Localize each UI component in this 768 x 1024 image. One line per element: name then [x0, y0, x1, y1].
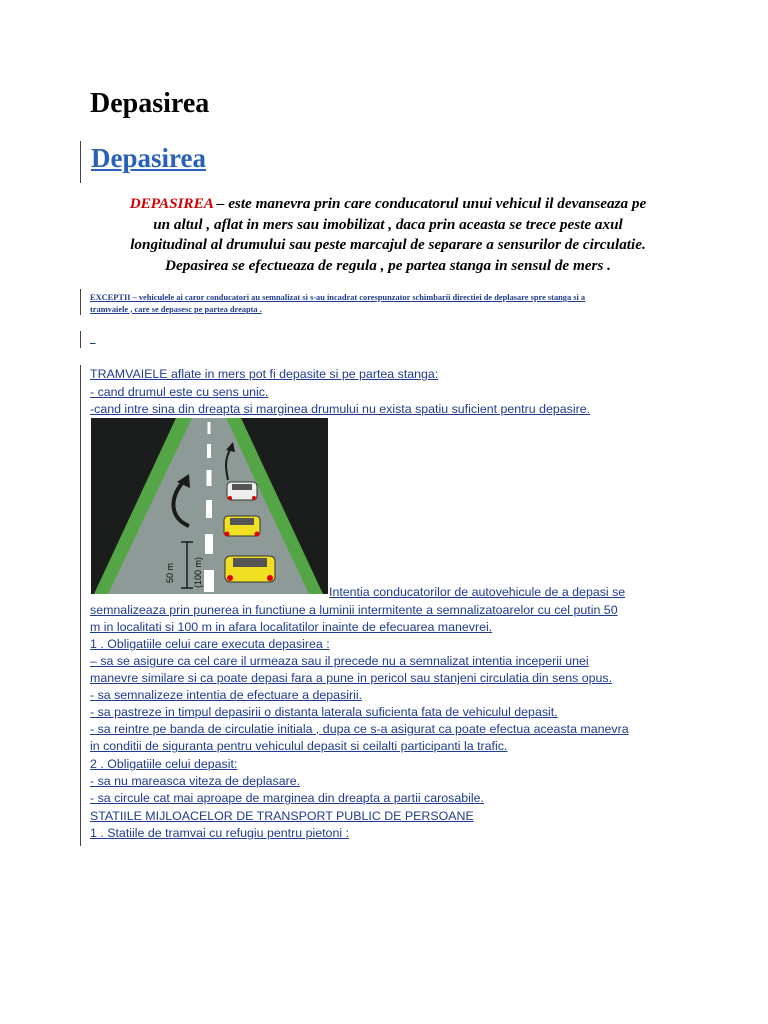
body-line[interactable]: STATIILE MIJLOACELOR DE TRANSPORT PUBLIC DE PERSOANE — [90, 809, 474, 823]
definition-text-1: – este manevra prin care conducatorul unui vehicul il devanseaza pe — [213, 195, 647, 212]
definition-text-2: un altul , aflat in mers sau imobilizat , daca prin aceasta se trece peste axul — [153, 215, 623, 233]
body-line[interactable]: semnalizeaza prin punerea in functiune a luminii intermitente a semnalizatoarelor cu cel putin 50 — [90, 603, 618, 617]
body-line[interactable]: - sa circule cat mai aproape de marginea din dreapta a partii carosabile. — [90, 791, 484, 805]
body-line[interactable]: Intentia conducatorilor de autovehicule de a depasi se — [329, 585, 626, 599]
exceptions-line-1: EXCEPTII – vehiculele ai caror conducatori au semnalizat si s-au incadrat corespunzator schimbarii directiei de deplasare spre stanga si a — [90, 293, 586, 302]
definition-term: DEPASIREA — [129, 195, 213, 212]
body-line[interactable]: 1 . Statiile de tramvai cu refugiu pentru pietoni : — [90, 826, 349, 840]
tramvaie-case-1[interactable]: - cand drumul este cu sens unic. — [90, 385, 269, 399]
body-line[interactable]: 1 . Obligatiile celui care executa depasirea : — [90, 637, 330, 651]
body-line[interactable]: manevre similare si ca poate depasi fara a pune in pericol sau stanjeni circulatia din sens opus. — [90, 671, 613, 685]
definition-text-4: Depasirea se efectueaza de regula , pe partea stanga in sensul de mers . — [165, 256, 611, 274]
body-line[interactable]: in conditii de siguranta pentru vehiculul depasit si ceilalti participanti la trafic. — [90, 739, 508, 753]
car-yellow-middle — [224, 516, 260, 537]
distance-label-50m: 50 m — [165, 562, 175, 583]
body-line[interactable]: m in localitati si 100 m in afara localitatilor inainte de efecuarea manevrei. — [90, 620, 493, 634]
document-title: Depasirea — [90, 88, 210, 119]
body-line[interactable]: - sa semnalizeze intentia de efectuare a depasirii. — [90, 688, 363, 702]
margin-bar — [80, 365, 81, 846]
distance-label-100m: (100 m) — [193, 556, 203, 588]
definition-paragraph — [90, 194, 686, 276]
margin-bar — [80, 141, 81, 183]
body-line[interactable]: 2 . Obligatiile celui depasit: — [90, 757, 238, 771]
tramvaie-heading-link[interactable]: TRAMVAIELE aflate in mers pot fi depasite si pe partea stanga: — [90, 367, 439, 381]
tramvaie-case-2[interactable]: -cand intre sina din dreapta si marginea drumului nu exista spatiu suficient pentru depasire. — [90, 402, 591, 416]
overtaking-diagram-image — [91, 418, 328, 594]
exceptions-link[interactable] — [90, 292, 650, 315]
body-line[interactable]: - sa nu mareasca viteza de deplasare. — [90, 774, 301, 788]
body-line[interactable]: - sa reintre pe banda de circulatie initiala , dupa ce s-a asigurat ca poate efectua aceasta manevra — [90, 722, 629, 736]
section-heading-link[interactable]: Depasirea — [91, 143, 206, 173]
body-line[interactable]: – sa se asigure ca cel care il urmeaza sau il precede nu a semnalizat intentia inceperii unei — [90, 654, 589, 668]
definition-text-3: longitudinal al drumului sau peste marcajul de separare a sensurilor de circulatie. — [130, 236, 646, 253]
margin-bar — [80, 331, 81, 348]
car-white — [227, 482, 257, 500]
margin-bar — [80, 289, 81, 315]
car-yellow-front — [225, 556, 275, 582]
body-line[interactable]: - sa pastreze in timpul depasirii o distanta laterala suficienta fata de vehiculul depasit. — [90, 705, 558, 719]
empty-link[interactable]: _ — [90, 333, 96, 345]
exceptions-line-2: tramvaiele , care se depasesc pe partea dreapta . — [90, 304, 262, 314]
